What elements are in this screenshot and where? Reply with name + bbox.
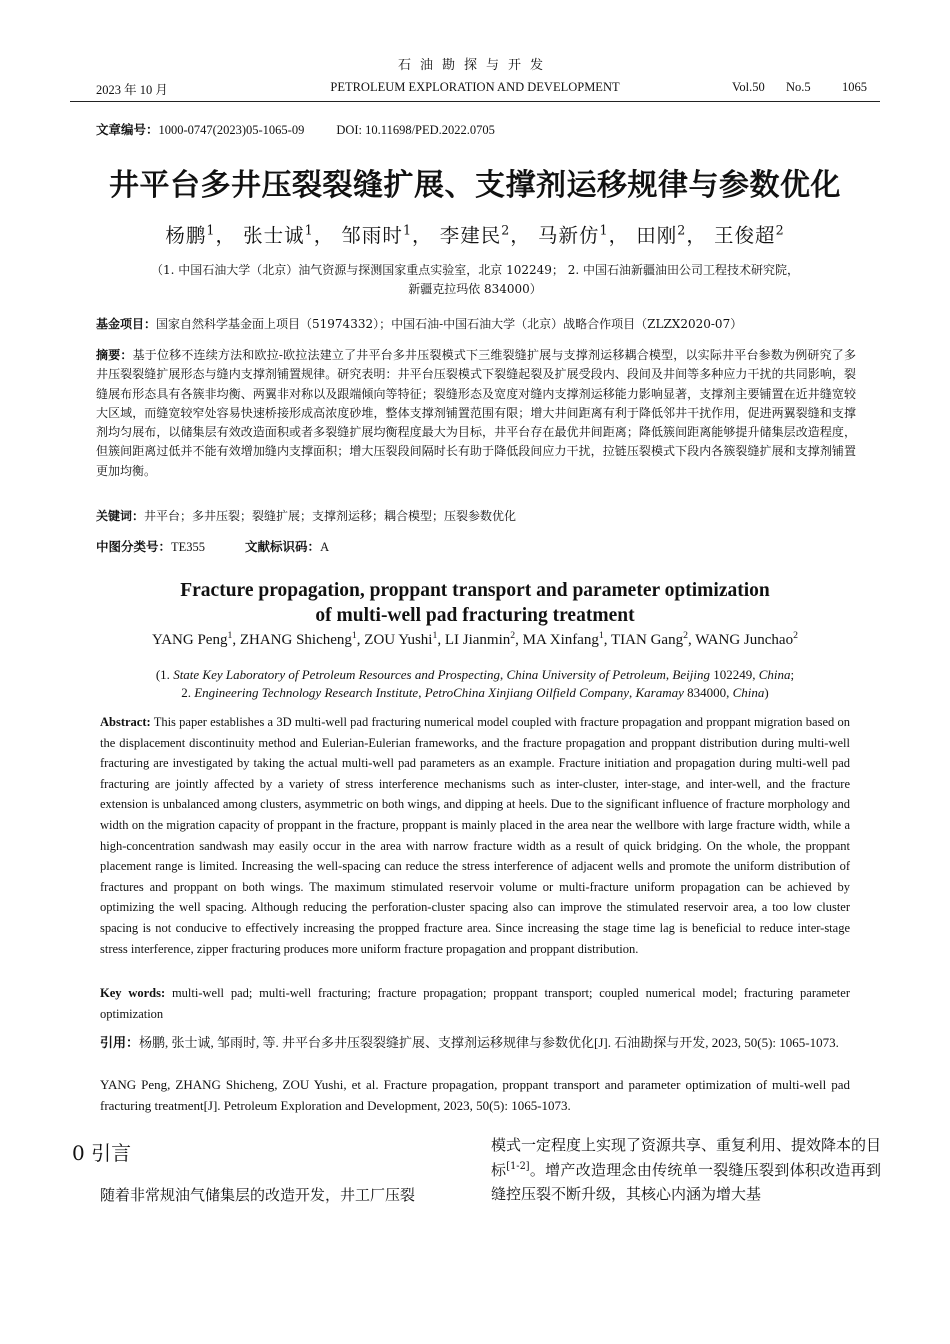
fund-label: 基金项目：	[96, 317, 157, 331]
intro-left-column: 随着非常规油气储集层的改造开发，井工厂压裂	[100, 1186, 416, 1204]
abstract-en	[100, 712, 850, 959]
aff-company: PetroChina Xinjiang Oilfield Company	[424, 685, 629, 700]
affiliation-en-line: 2. Engineering Technology Research Institute, PetroChina Xinjiang Oilfield Company, Karamay 834000, China)	[181, 685, 769, 700]
aff-city: Karamay	[635, 685, 684, 700]
author-cn: 张士诚	[243, 224, 305, 247]
author-cn: 王俊超	[714, 224, 776, 247]
author-aff: 1	[598, 630, 604, 641]
header-page: 1065	[842, 80, 867, 94]
author-en: ZHANG Shicheng	[239, 632, 352, 648]
title-en-line: Fracture propagation, proppant transport and parameter optimization	[180, 580, 770, 601]
keywords-cn	[96, 507, 856, 526]
author-cn: 马新仿	[537, 224, 600, 247]
title-en	[0, 578, 950, 628]
citation-en: YANG Peng, ZHANG Shicheng, ZOU Yushi, et al. Fracture propagation, proppant transport and parameter optimization of multi-well pad fracturing treatment[J]. Petroleum Exploration and Development, 2023, 50(5): 1065-1073.	[100, 1077, 850, 1113]
author-aff: 2	[793, 630, 798, 641]
author-cn: 田刚	[636, 224, 678, 247]
header-rule	[70, 101, 880, 102]
authors-en: YANG Peng$^1$, ZHANG Shicheng$^1$, ZOU Yushi$^1$, LI Jianmin$^2$, MA Xinfang$^1$, TIAN Gang$^2$, WANG Junchao$^2$	[152, 630, 798, 648]
author-en: WANG Junchao	[695, 632, 794, 648]
header-journal-en: PETROLEUM EXPLORATION AND DEVELOPMENT	[330, 80, 620, 94]
abstract-en-text: This paper establishes a 3D multi-well pad fracturing numerical model coupled with fracture propagation and proppant migration based on the displacement discontinuity method and Eulerian-Eulerian frameworks, and the fracture propagation and proppant distribution during multi-well fracturing are investigated by taking the actual multi-well pad parameters as an example. Fracture initiation and propagation during multi-well pad fracturing are jointly affected by a variety of stress interference mechanisms such as inter-cluster, inter-stage, and inter-well, and the fracture extension is unbalanced among clusters, asymmetric on both wings, and dipping at heels. Due to the significant influence of fracture morphology and width on the migration capacity of proppant in the fracture, proppant is mainly placed in the area near the wellbore with large fracture width, while a high-concentration sandwash may easily occur in the area with narrow fracture width as a result of quick bridging. On the whole, the proppant placement range is limited. Increasing the well-spacing can reduce the stress interference of adjacent wells and promote the uniform distribution of fractures and proppant on both wings. The maximum stimulated reservoir volume or multi-fracture uniform propagation can be achieved by optimizing the well spacing. Although reducing the perforation-cluster spacing also can improve the stimulated reservoir area, a too low cluster spacing is not conducive to effectively increasing the propped fracture area. Since increasing the stage time lag is beneficial to reduce inter-stage stress interference, zipper fracturing produces more uniform fracture propagation and proppant distribution.	[100, 715, 850, 956]
article-number-value: 1000-0747(2023)05-1065-09	[158, 123, 305, 137]
fund-info	[96, 315, 856, 333]
author-aff: 1	[304, 222, 314, 238]
author-en: TIAN Gang	[611, 632, 684, 648]
authors-cn: 杨鹏$^1$， 张士诚$^1$， 邹雨时$^1$， 李建民$^2$， 马新仿$^1$， 田刚$^2$， 王俊超$^2$	[165, 222, 785, 247]
affiliation-cn	[90, 261, 860, 299]
citation-cn	[100, 1033, 850, 1054]
aff-institution: Engineering Technology Research Institute	[194, 685, 419, 700]
author-en: ZOU Yushi	[364, 632, 433, 648]
abstract-en-label: Abstract:	[100, 715, 151, 729]
keywords-cn-text: 井平台；多井压裂；裂缝扩展；支撑剂运移；耦合模型；压裂参数优化	[144, 509, 517, 523]
aff-city: Beijing	[672, 667, 710, 682]
affiliation-en-line: (1. State Key Laboratory of Petroleum Resources and Prospecting, China University of Petroleum, Beijing 102249, China;	[155, 667, 795, 682]
citation-cn-text: 杨鹏, 张士诚, 邹雨时, 等. 井平台多井压裂裂缝扩展、支撑剂运移规律与参数优化[J]. 石油勘探与开发, 2023, 50(5): 1065-1073.	[139, 1035, 839, 1050]
abstract-cn-label: 摘要：	[96, 348, 133, 362]
aff-country: China	[732, 685, 765, 700]
author-aff: 1	[351, 630, 357, 641]
title-en-line: of multi-well pad fracturing treatment	[315, 605, 635, 626]
author-aff: 1	[402, 222, 412, 238]
header-number: No.5	[786, 80, 811, 94]
author-cn: 邹雨时	[341, 224, 403, 247]
doc-code-value: A	[320, 540, 330, 554]
author-aff: 2	[501, 222, 511, 238]
author-aff: 2	[683, 630, 688, 641]
classification	[96, 537, 329, 555]
author-aff: 1	[227, 630, 233, 641]
affiliation-cn-line: 新疆克拉玛依 834000）	[408, 282, 542, 296]
author-aff: 1	[206, 222, 216, 238]
keywords-en-text: multi-well pad; multi-well fracturing; fracture propagation; proppant transport; coupled numerical model; fracturing parameter optimization	[100, 986, 850, 1021]
aff-country: China	[758, 667, 791, 682]
author-cn: 李建民	[439, 224, 502, 247]
citation-cn-label: 引用：	[100, 1036, 140, 1051]
abstract-cn	[96, 346, 856, 481]
aff-institution: State Key Laboratory of Petroleum Resources and Prospecting	[173, 667, 500, 682]
intro-right-text: 模式一定程度上实现了资源共享、重复利用、提效降本的目标	[491, 1136, 882, 1179]
doc-code-label: 文献标识码：	[245, 539, 321, 554]
affiliation-cn-line: （1. 中国石油大学（北京）油气资源与探测国家重点实验室，北京 102249； 2. 中国石油新疆油田公司工程技术研究院，	[151, 263, 799, 277]
keywords-en-label: Key words:	[100, 986, 166, 1000]
keywords-en	[100, 983, 850, 1024]
abstract-cn-text: 基于位移不连续方法和欧拉-欧拉法建立了井平台多井压裂模式下三维裂缝扩展与支撑剂运移耦合模型，以实际井平台参数为例研究了多井压裂裂缝扩展形态与缝内支撑剂铺置规律。研究表明：井平台压裂模式下裂缝起裂及扩展受段内、段间及井间等多种应力干扰的共同影响，裂缝展布形态具有各簇非均衡、两翼非对称以及跟端倾向等特征；裂缝形态及宽度对缝内支撑剂运移能力影响显著，支撑剂主要铺置在近井缝宽较大区域，而缝宽较窄处容易快速桥接形成高浓度砂堆，整体支撑剂铺置范围有限；增大井间距离有利于降低邻井干扰作用，促进两翼裂缝和支撑剂均匀展布，以储集层有效改造面积或者多裂缝扩展均衡程度最大为目标，井平台存在最优井间距离；降低簇间距离能够提升储集层改造程度，但簇间距离过低并不能有效增加缝内支撑面积；增大压裂段间隔时长有助于降低段间应力干扰，拉链压裂模式下段内各簇裂缝扩展和支撑剂铺置更加均衡。	[96, 348, 856, 478]
clc-value: TE355	[171, 540, 206, 554]
author-aff: 2	[677, 222, 687, 238]
author-en: MA Xinfang	[522, 632, 599, 648]
reference-marker[interactable]: [1-2]	[506, 1160, 530, 1172]
section-heading-intro: 0 引言	[72, 1141, 132, 1165]
author-en: YANG Peng	[152, 632, 228, 648]
doi: DOI: 10.11698/PED.2022.0705	[336, 123, 495, 137]
intro-right-column	[491, 1133, 881, 1207]
author-aff: 2	[775, 222, 785, 238]
author-en: LI Jianmin	[444, 632, 511, 648]
author-cn: 杨鹏	[165, 224, 207, 247]
author-aff: 1	[599, 222, 609, 238]
article-number	[96, 120, 495, 138]
keywords-cn-label: 关键词：	[96, 509, 145, 523]
journal-name-cn: 石油勘探与开发	[397, 58, 552, 73]
intro-right-text: 。增产改造理念由传统单一裂缝压裂到体积改造再到缝控压裂不断升级，其核心内涵为增大基	[491, 1160, 881, 1203]
author-aff: 2	[510, 630, 516, 641]
clc-label: 中图分类号：	[96, 539, 172, 554]
aff-university: China University of Petroleum	[506, 667, 666, 682]
title-cn: 井平台多井压裂裂缝扩展、支撑剂运移规律与参数优化	[109, 168, 841, 203]
article-number-label: 文章编号：	[96, 122, 159, 137]
author-aff: 1	[432, 630, 438, 641]
header-date: 2023 年 10 月	[96, 83, 168, 97]
affiliation-en	[80, 666, 870, 702]
header-volume: Vol.50	[732, 80, 765, 94]
fund-text: 国家自然科学基金面上项目（51974332）；中国石油-中国石油大学（北京）战略合作项目（ZLZX2020-07）	[156, 317, 743, 331]
